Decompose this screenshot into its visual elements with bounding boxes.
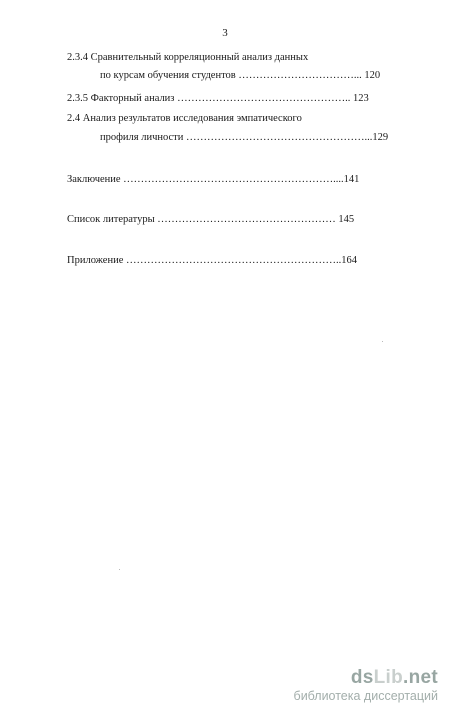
- toc-entry-appendix: Приложение ……………………………………………………..164: [67, 255, 357, 266]
- page-number: 3: [222, 27, 228, 39]
- toc-entry-2-3-5: 2.3.5 Факторный анализ ………………………………………….. 123: [67, 93, 369, 104]
- toc-entry-2-3-4-continued: по курсам обучения студентов ……………………………... 120: [100, 70, 381, 81]
- scan-speck: [119, 569, 120, 570]
- toc-entry-references: Список литературы …………………………………………… 145: [67, 214, 355, 225]
- toc-entry-conclusion: Заключение ……………………………………………………....141: [67, 174, 360, 185]
- toc-entry-2-4-continued: профиля личности ……………………………………………...129: [100, 132, 389, 143]
- watermark-logo-net: .net: [403, 667, 438, 688]
- watermark: [294, 667, 438, 704]
- watermark-subtitle: библиотека диссертаций: [293, 689, 438, 703]
- scan-speck: [382, 341, 383, 342]
- watermark-logo: [294, 667, 438, 689]
- watermark-logo-lib: Lib: [373, 667, 404, 688]
- watermark-logo-ds: ds: [350, 667, 374, 688]
- toc-entry-2-4: 2.4 Анализ результатов исследования эмпатического: [67, 113, 302, 124]
- toc-entry-2-3-4: 2.3.4 Сравнительный корреляционный анализ данных: [67, 52, 309, 63]
